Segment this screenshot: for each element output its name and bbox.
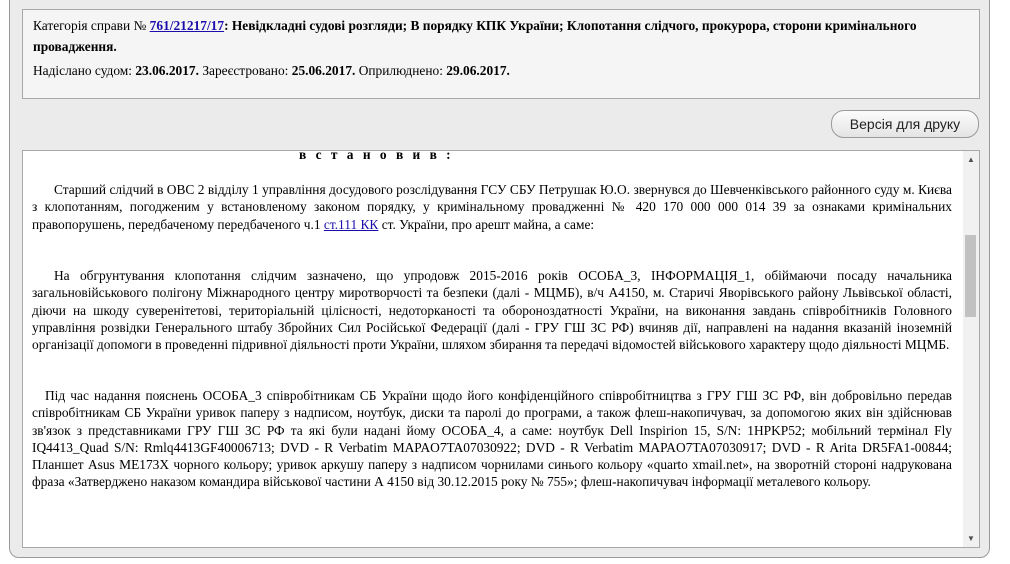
scroll-down-arrow-icon[interactable]: ▼ [967,534,975,543]
published-date: 29.06.2017. [446,63,510,78]
category-label: Категорія справи № [33,18,147,33]
case-number-link[interactable]: 761/21217/17 [149,18,225,33]
scroll-up-arrow-icon[interactable]: ▲ [967,155,975,164]
paragraph-1-text: Старший слідчий в ОВС 2 відділу 1 управління досудового розслідування ГСУ СБУ Петрушак Ю.О. звернувся до Шевченківського районного суду м. Києва з клопотанням, погодженим у встановленому законом порядку, у кримінальному провадженні № 420 170 000 000 014 39 за ознаками кримінальних правопорушень, передбаченому передбаченого ч.1 [32,182,952,232]
paragraph-2: На обгрунтування клопотання слідчим зазначено, що упродовж 2015-2016 років ОСОБА_3, ІНФОРМАЦІЯ_1, обіймаючи посаду начальника загальновійськового полігону Міжнародного центру миротворчості та безпеки (далі - МЦМБ), в/ч А4150, м. Старичі Яворівського району Львівської області, діючи на шкоду суверенітетові, територіальній цілісності, недоторканості та обороноздатності України, на виконання завдань співробітників Головного управління розвідки Генерального штабу Збройних Сил Російської Федерації (далі - ГРУ ГШ ЗС РФ) вчиняв дії, направлені на надання вказаній іноземній організації допомоги в проведенні підривної діяльності проти України, шляхом збирання та передачі відомостей військового характеру щодо діяльності МЦМБ. [32,268,952,353]
scrollbar-thumb[interactable] [965,235,976,317]
case-category-line-2 [33,39,117,55]
registered-date: 25.06.2017. [291,63,356,78]
document-heading: в с т а н о в и в : [299,150,454,162]
vertical-scrollbar[interactable] [963,151,979,547]
case-dates-line [33,63,510,79]
sent-date: 23.06.2017. [135,63,199,78]
case-category-line [33,18,917,34]
case-category-text: : Невідкладні судові розгляди; В порядку КПК України; Клопотання слідчого, прокурора, сторони кримінального [224,18,917,33]
case-category-text-2: провадження. [33,39,117,54]
print-version-button[interactable]: Версія для друку [831,110,979,138]
document-viewer[interactable] [22,150,980,548]
article-link[interactable]: ст.111 КК [323,216,379,232]
registered-label: Зареєстровано: [202,63,289,78]
paragraph-1-tail: ст. України, про арешт майна, а саме: [378,216,595,232]
published-label: Оприлюднено: [358,63,443,78]
paragraph-3: Під час надання пояснень ОСОБА_3 співробітникам СБ України щодо його конфіденційного співробітництва з ГРУ ГШ ЗС РФ, він добровільно передав співробітникам СБ України уривок паперу з надписом, ноутбук, диски та паролі до програми, а також флеш-накопичувач, за допомогою яких він здійснював зв'язок з представниками ГРУ ГШ ЗС РФ та які були надані йому ОСОБА_4, а саме: ноутбук Dell Inspirion 15, S/N: 1HPKP52; мобільний термінал Fly IQ4413_Quad S/N: Rmlq4413GF40006713; DVD - R Verbatim MAPAO7TA07030922; DVD - R Verbatim MAPAO7TA07030917; DVD - R Arita DR5FA1-00844; Планшет Asus ME173X чорного кольору; уривок аркушу паперу з надписом чорнилами синього кольору «quarto xmail.net», на зворотній стороні надрукована фраза «Затверджено наказом командира військової частини А 4150 від 30.12.2015 року № 755»; флеш-накопичувач інформації металевого кольору. [32,388,952,490]
paragraph-1 [32,181,952,233]
sent-label: Надіслано судом: [33,63,132,78]
case-info-panel [22,9,980,99]
